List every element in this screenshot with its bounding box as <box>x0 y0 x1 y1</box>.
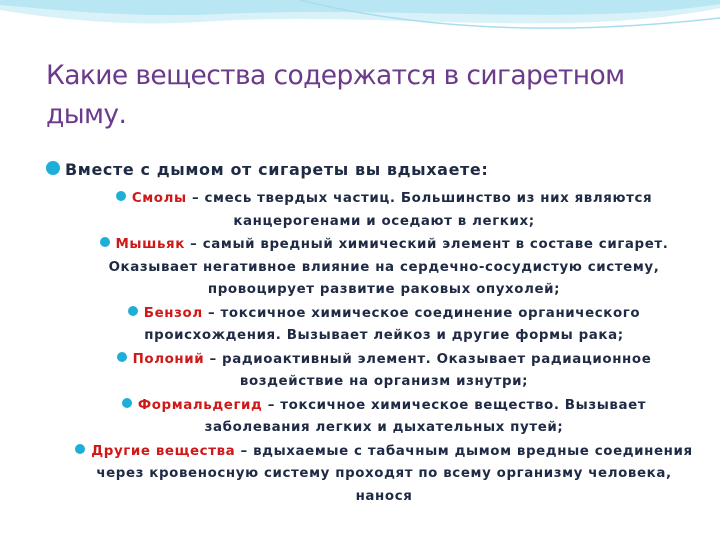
list-item <box>70 349 698 394</box>
bullet-icon <box>128 306 138 316</box>
bullet-icon <box>75 444 85 454</box>
bullet-icon <box>122 398 132 408</box>
substance-term: Полоний <box>132 351 205 367</box>
slide-title: Какие вещества содержатся в сигаретном дыму. <box>46 60 625 130</box>
substance-term: Формальдегид <box>137 397 263 413</box>
list-item <box>70 188 698 233</box>
list-item <box>70 303 698 348</box>
list-item <box>70 395 698 440</box>
substance-description: – вдыхаемые с табачным дымом вредные соединения через кровеносную систему проходят по всему организму человека, нанося <box>96 443 693 504</box>
list-item <box>70 441 698 509</box>
bullet-icon <box>100 237 110 247</box>
substance-description: – смесь твердых частиц. Большинство из них являются канцерогенами и оседают в легких; <box>186 191 653 229</box>
substance-term: Мышьяк <box>115 237 185 252</box>
wave-decoration <box>0 0 720 60</box>
substance-description: – самый вредный химический элемент в составе сигарет. Оказывает негативное влияние на сердечно-сосудистую систему, провоцирует развитие раковых опухолей; <box>108 237 669 297</box>
substance-term: Бензол <box>143 305 203 321</box>
intro-line <box>46 160 488 179</box>
bullet-icon <box>117 352 127 362</box>
list-item <box>70 234 698 302</box>
substance-description: – токсичное химическое вещество. Вызывает заболевания легких и дыхательных путей; <box>204 397 647 435</box>
intro-text: Вместе с дымом от сигареты вы вдыхаете: <box>65 160 489 179</box>
bullet-icon <box>46 161 60 175</box>
substance-description: – токсичное химическое соединение органического происхождения. Вызывает лейкоз и другие формы рака; <box>144 305 641 343</box>
substance-term: Другие вещества <box>91 443 236 459</box>
substance-term: Смолы <box>131 191 187 206</box>
substance-list <box>70 188 698 509</box>
substance-description: – радиоактивный элемент. Оказывает радиационное воздействие на организм изнутри; <box>204 351 652 389</box>
bullet-icon <box>116 191 126 201</box>
